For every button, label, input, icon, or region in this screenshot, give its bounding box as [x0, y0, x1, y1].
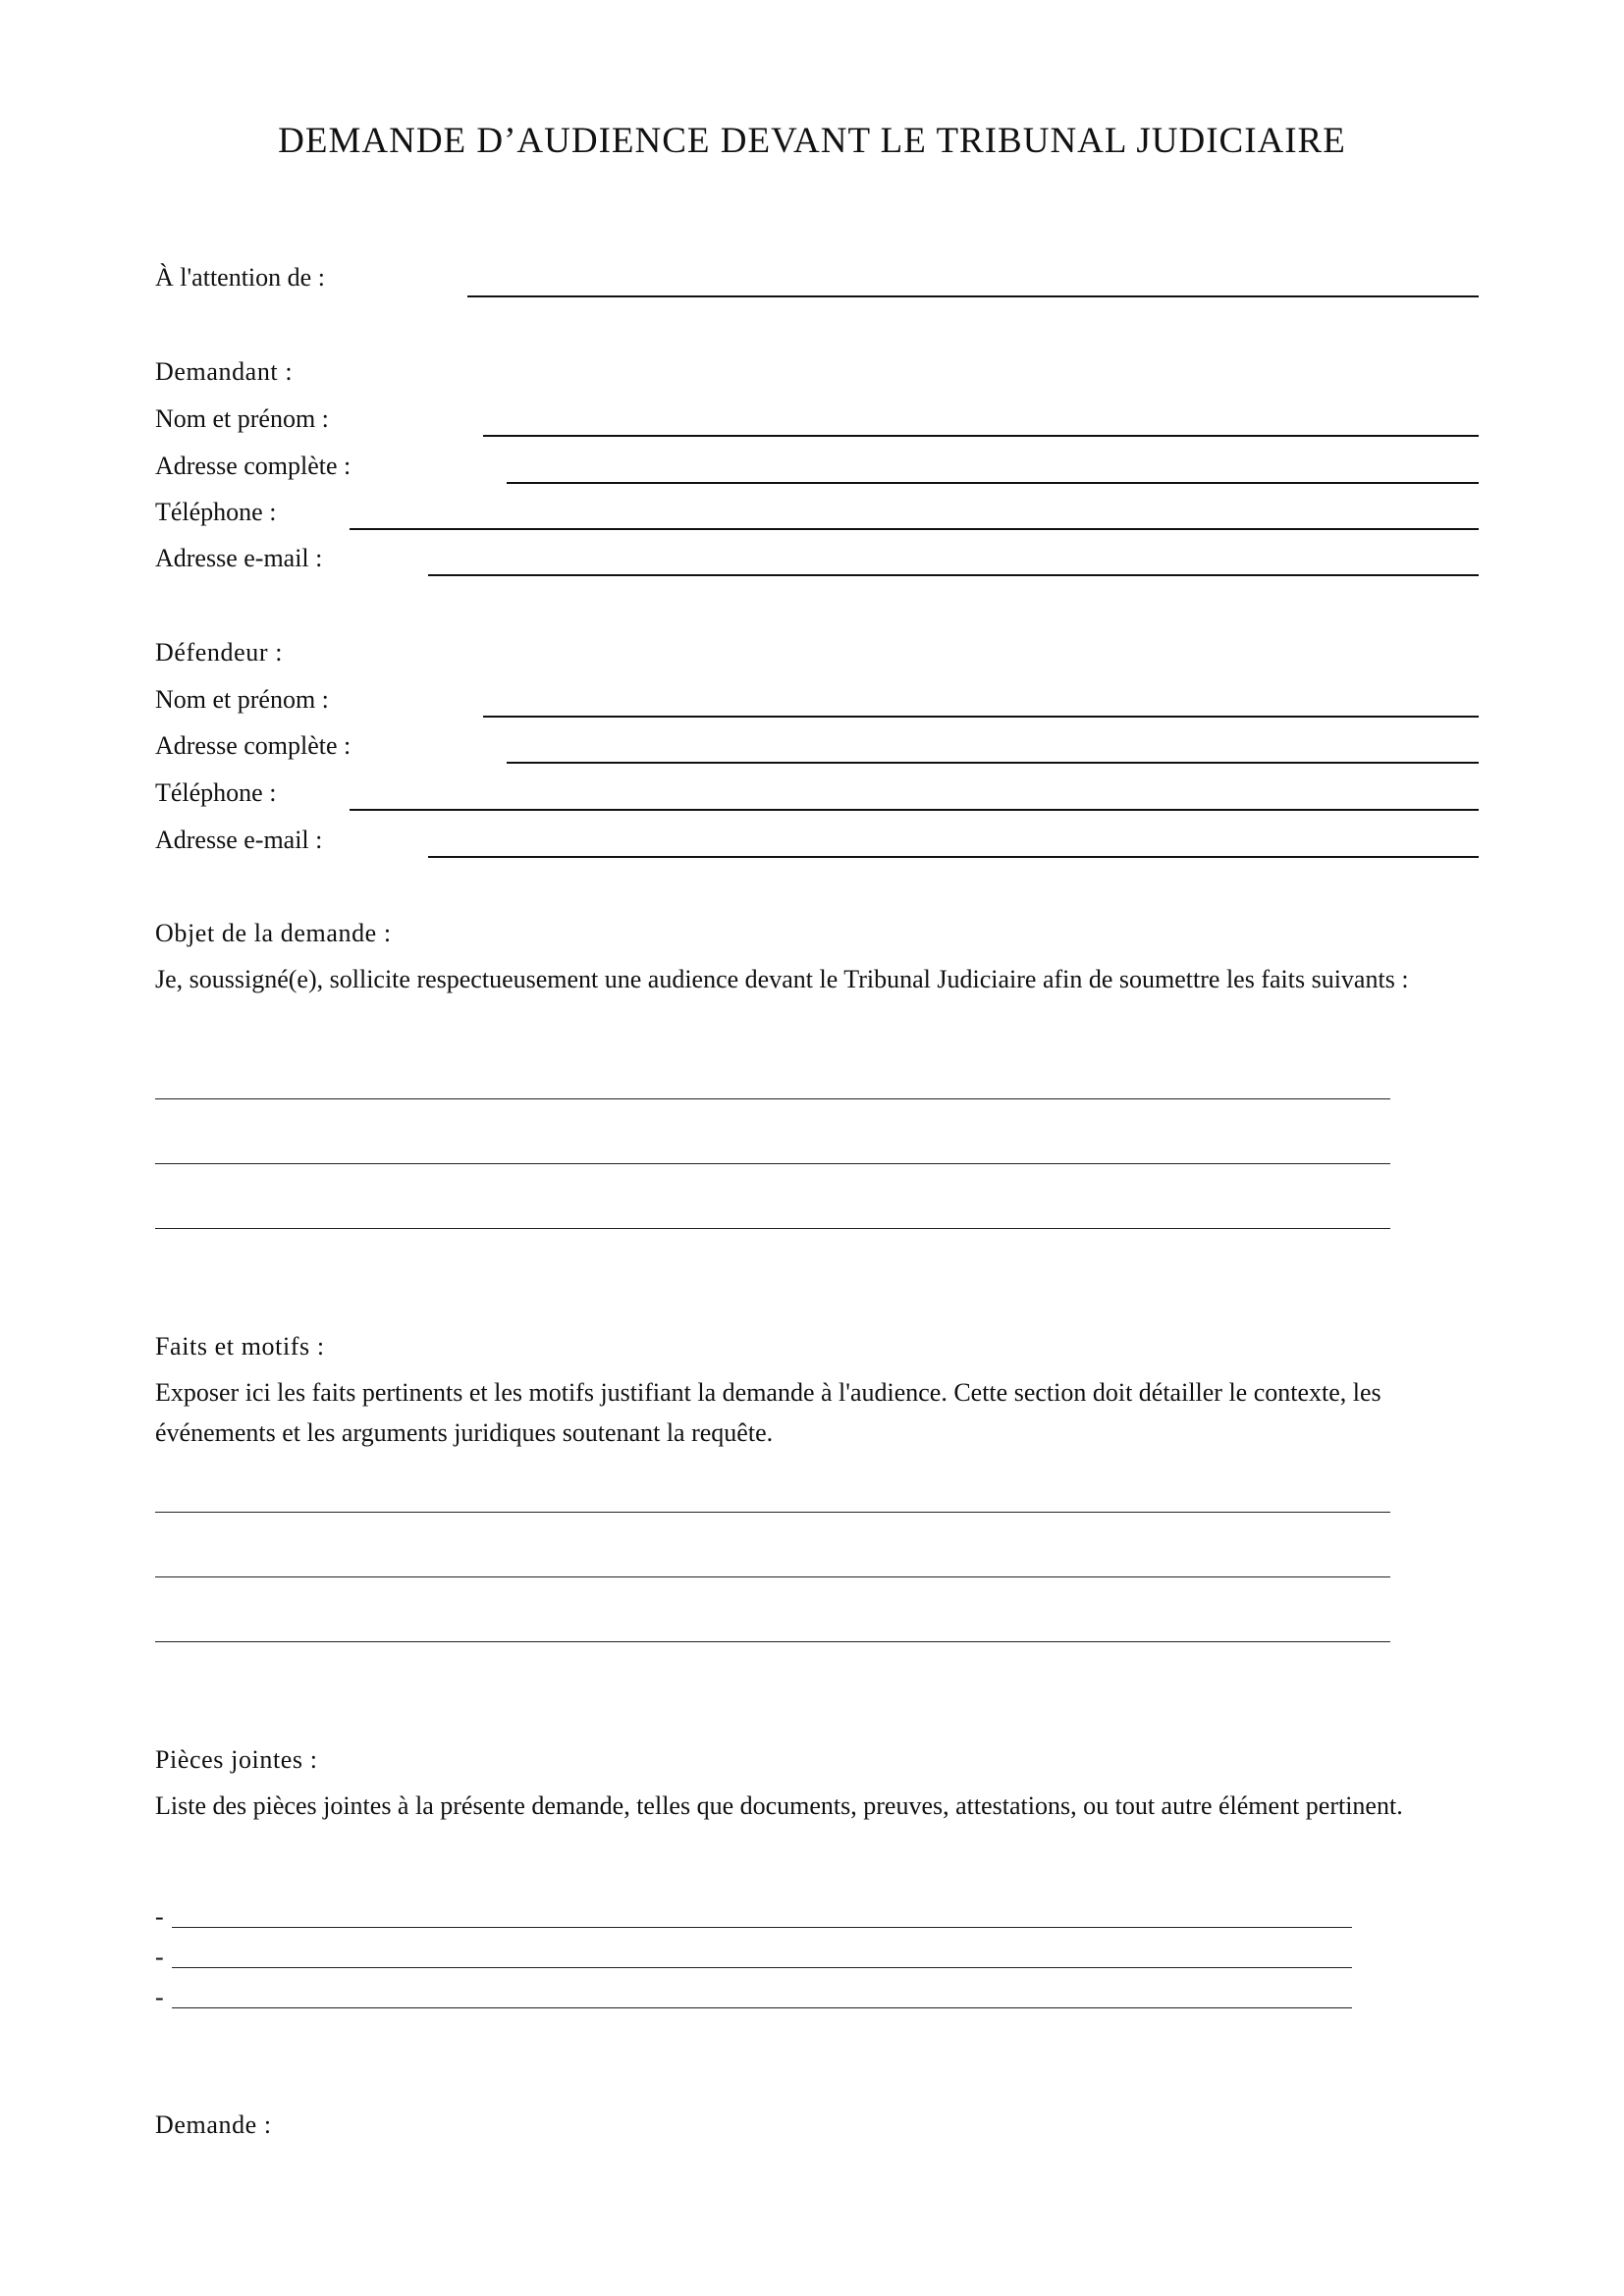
plaintiff-phone-label: Téléphone : — [155, 498, 277, 526]
attention-label: À l'attention de : — [155, 263, 325, 292]
defendant-address-field-line[interactable] — [507, 762, 1479, 764]
facts-paragraph: Exposer ici les faits pertinents et les motifs justifiant la demande à l'audience. Cette section doit détailler le contexte, les événements et les arguments juridiques soutenant la requête. — [155, 1378, 1381, 1447]
attachments-heading: Pièces jointes : — [155, 1745, 318, 1774]
object-heading: Objet de la demande : — [155, 919, 392, 947]
defendant-address-label: Adresse complète : — [155, 731, 352, 760]
document-title: DEMANDE D’AUDIENCE DEVANT LE TRIBUNAL JUDICIAIRE — [278, 121, 1346, 161]
defendant-phone-label: Téléphone : — [155, 778, 277, 807]
defendant-phone-field-line[interactable] — [350, 809, 1479, 811]
attachments-paragraph: Liste des pièces jointes à la présente demande, telles que documents, preuves, attestations, ou tout autre élément pertinent. — [155, 1791, 1403, 1820]
defendant-name-label: Nom et prénom : — [155, 685, 329, 714]
defendant-email-field-line[interactable] — [428, 856, 1479, 858]
attachment-bullet-3: - — [155, 1983, 164, 2011]
plaintiff-heading: Demandant : — [155, 357, 294, 386]
plaintiff-name-field-line[interactable] — [483, 435, 1479, 437]
attachment-line-1[interactable] — [172, 1927, 1352, 1928]
attention-field-line[interactable] — [467, 295, 1479, 297]
object-line-1[interactable] — [155, 1098, 1390, 1099]
object-line-2[interactable] — [155, 1163, 1390, 1164]
plaintiff-email-field-line[interactable] — [428, 574, 1479, 576]
attachment-line-2[interactable] — [172, 1967, 1352, 1968]
facts-heading: Faits et motifs : — [155, 1332, 325, 1361]
facts-line-1[interactable] — [155, 1512, 1390, 1513]
facts-line-3[interactable] — [155, 1641, 1390, 1642]
object-paragraph: Je, soussigné(e), sollicite respectueusement une audience devant le Tribunal Judiciaire afin de soumettre les faits suivants : — [155, 965, 1409, 993]
request-heading: Demande : — [155, 2110, 272, 2139]
plaintiff-name-label: Nom et prénom : — [155, 404, 329, 433]
attachment-line-3[interactable] — [172, 2007, 1352, 2008]
defendant-name-field-line[interactable] — [483, 716, 1479, 718]
plaintiff-address-field-line[interactable] — [507, 482, 1479, 484]
object-line-3[interactable] — [155, 1228, 1390, 1229]
plaintiff-phone-field-line[interactable] — [350, 528, 1479, 530]
plaintiff-email-label: Adresse e-mail : — [155, 544, 323, 572]
attachment-bullet-2: - — [155, 1943, 164, 1971]
facts-line-2[interactable] — [155, 1576, 1390, 1577]
plaintiff-address-label: Adresse complète : — [155, 452, 352, 480]
defendant-email-label: Adresse e-mail : — [155, 826, 323, 854]
defendant-heading: Défendeur : — [155, 638, 284, 667]
attachment-bullet-1: - — [155, 1902, 164, 1931]
